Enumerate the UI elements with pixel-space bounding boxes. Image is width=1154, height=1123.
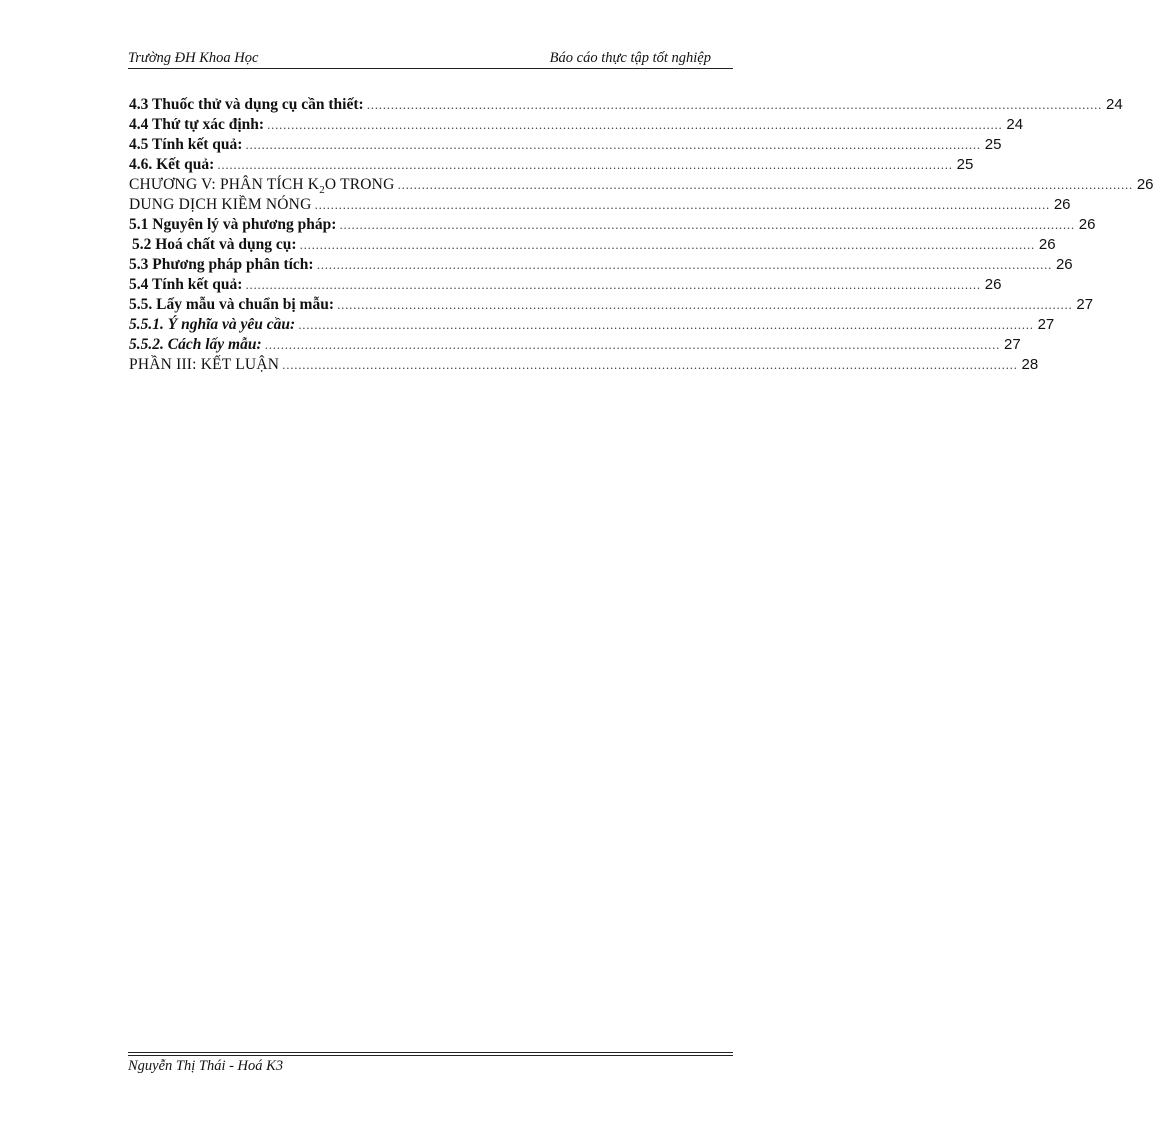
toc-dot-leader: ........................................................................................................................................................................................: [339, 219, 1075, 232]
toc-page-number: 26: [1055, 256, 1073, 273]
toc-dot-leader: ........................................................................................................................................................................................: [316, 259, 1052, 272]
toc-entry-label: 4.3 Thuốc thử và dụng cụ cần thiết:: [129, 96, 364, 113]
toc-page-number: 26: [1136, 176, 1154, 193]
toc-entry-label: 5.5.2. Cách lấy mẫu:: [129, 336, 262, 353]
toc-entry-label: 4.4 Thứ tự xác định:: [129, 116, 265, 133]
toc-label-part: CHƯƠNG V: PHÂN TÍCH K: [129, 176, 320, 193]
table-of-contents: [129, 95, 1154, 375]
toc-page-number: 24: [1006, 116, 1024, 133]
toc-page-number: 27: [1004, 336, 1021, 353]
toc-entry-label: 5.5.1. Ý nghĩa và yêu cầu:: [129, 316, 296, 333]
toc-page-number: 25: [956, 156, 974, 173]
toc-page-number: 26: [1078, 216, 1096, 233]
toc-row[interactable]: [129, 295, 1094, 315]
toc-dot-leader: ........................................................................................................................................................................................: [245, 139, 981, 152]
toc-dot-leader: ........................................................................................................................................................................................: [298, 319, 1034, 332]
toc-page-number: 25: [984, 136, 1002, 153]
toc-row[interactable]: [129, 235, 1056, 255]
toc-row[interactable]: [129, 215, 1096, 235]
header-university: Trường ĐH Khoa Học: [128, 50, 259, 66]
toc-row[interactable]: [129, 155, 974, 175]
toc-entry-label: 5.1 Nguyên lý và phương pháp:: [129, 216, 337, 233]
toc-dot-leader: ........................................................................................................................................................................................: [336, 299, 1073, 312]
toc-dot-leader: ........................................................................................................................................................................................: [366, 99, 1103, 112]
header-divider: [128, 68, 733, 69]
page-header: [128, 50, 733, 68]
toc-entry-label: 4.6. Kết quả:: [129, 156, 215, 173]
toc-row[interactable]: [129, 255, 1073, 275]
page-footer: Nguyễn Thị Thái - Hoá K3: [128, 1058, 284, 1074]
toc-entry-label: 5.2 Hoá chất và dụng cụ:: [132, 236, 297, 253]
toc-row[interactable]: [129, 355, 1039, 375]
toc-page-number: 24: [1106, 96, 1123, 113]
toc-row[interactable]: [129, 195, 1071, 215]
toc-dot-leader: ........................................................................................................................................................................................: [217, 159, 953, 172]
toc-entry-label: 5.4 Tính kết quả:: [129, 276, 243, 293]
toc-entry-label: 5.3 Phương pháp phân tích:: [129, 256, 314, 273]
toc-row[interactable]: [129, 315, 1055, 335]
toc-row[interactable]: [129, 335, 1021, 355]
toc-page-number: 27: [1076, 296, 1094, 313]
toc-label-part: O TRONG: [324, 176, 395, 193]
toc-entry-label: 4.5 Tính kết quả:: [129, 136, 243, 153]
toc-row[interactable]: [129, 175, 1154, 197]
toc-dot-leader: ........................................................................................................................................................................................: [282, 359, 1018, 372]
toc-dot-leader: ........................................................................................................................................................................................: [264, 339, 1000, 352]
footer-divider: [128, 1052, 733, 1053]
toc-entry-label: PHẦN III: KẾT LUẬN: [129, 356, 280, 373]
toc-label-subscript: 2: [319, 184, 325, 197]
header-report-title: Báo cáo thực tập tốt nghiệp: [549, 50, 711, 66]
toc-page-number: 27: [1037, 316, 1055, 333]
toc-row[interactable]: [129, 95, 1123, 115]
toc-row[interactable]: [129, 115, 1024, 135]
toc-entry-label: DUNG DỊCH KIỀM NÓNG: [129, 196, 312, 213]
toc-page-number: 28: [1021, 356, 1039, 373]
toc-dot-leader: ........................................................................................................................................................................................: [267, 119, 1003, 132]
toc-dot-leader: ........................................................................................................................................................................................: [397, 179, 1133, 192]
footer-divider: [128, 1055, 733, 1056]
toc-page-number: 26: [1053, 196, 1071, 213]
toc-row[interactable]: [129, 275, 1002, 295]
toc-dot-leader: ........................................................................................................................................................................................: [245, 279, 981, 292]
toc-dot-leader: ........................................................................................................................................................................................: [314, 199, 1050, 212]
toc-page-number: 26: [984, 276, 1002, 293]
toc-row[interactable]: [129, 135, 1002, 155]
toc-dot-leader: ........................................................................................................................................................................................: [299, 239, 1035, 252]
toc-page-number: 26: [1038, 236, 1056, 253]
toc-entry-label: 5.5. Lấy mẫu và chuẩn bị mẫu:: [129, 296, 334, 313]
